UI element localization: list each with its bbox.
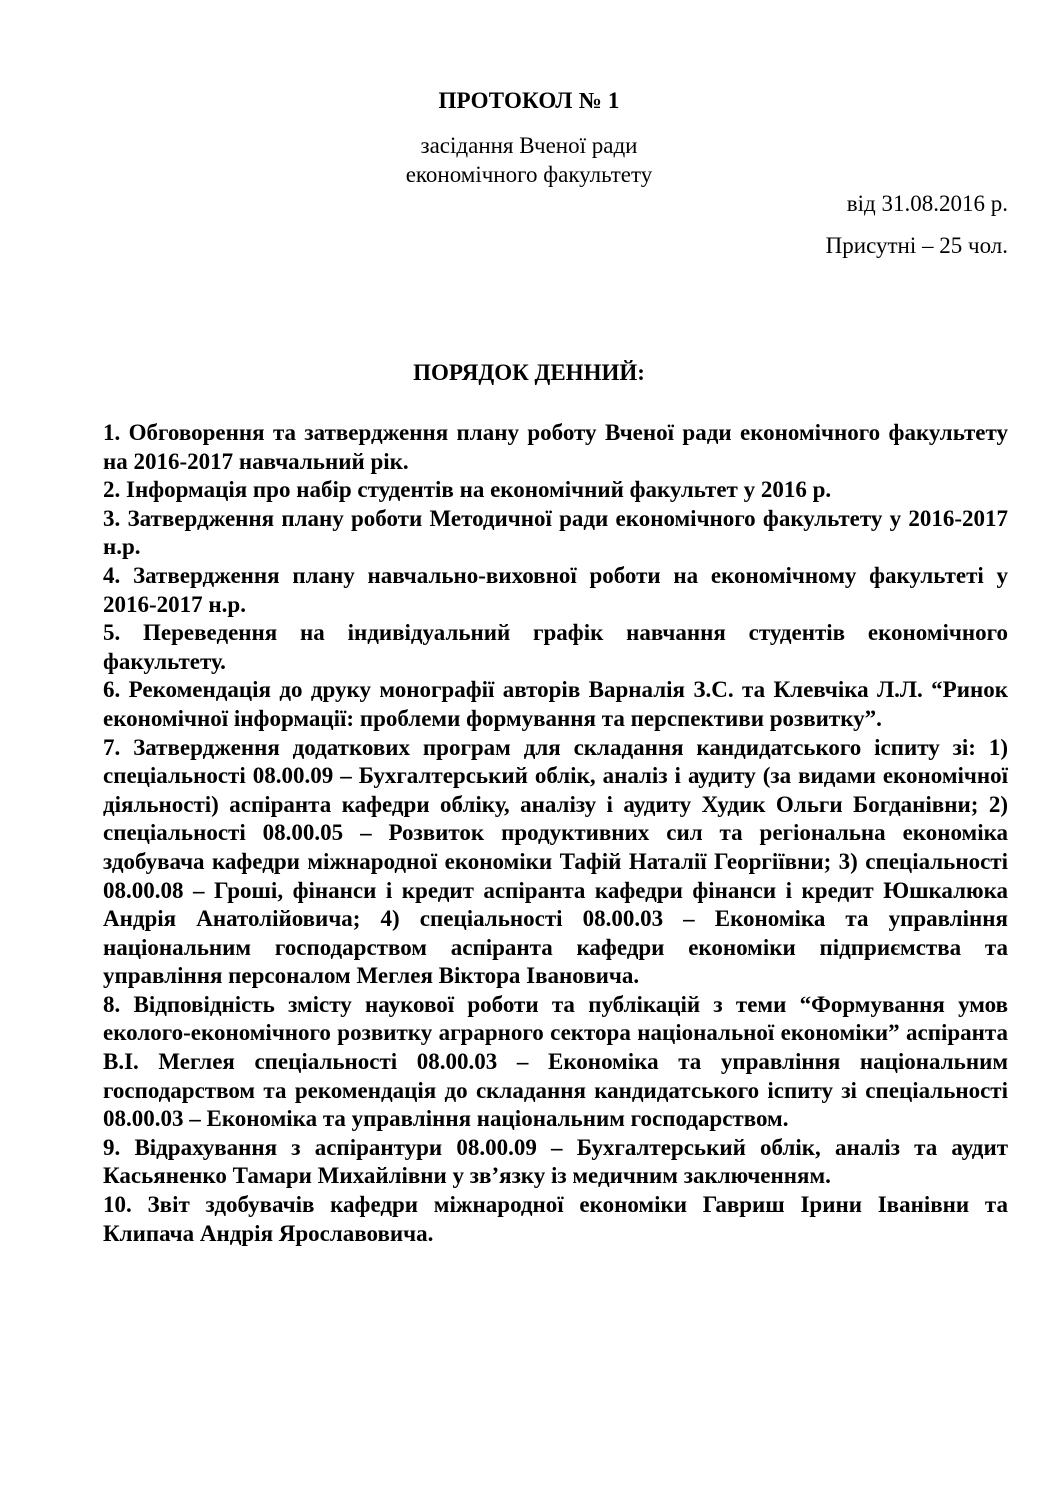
protocol-title: ПРОТОКОЛ № 1 [438,88,620,113]
agenda-item-2: 2. Інформація про набір студентів на економічний факультет у 2016 р. [103,477,832,503]
attendance-count: Присутні – 25 чол. [825,233,1008,258]
meeting-subtitle-line1: засідання Вченої ради [420,133,638,158]
agenda-item-1: 1. Обговорення та затвердження плану роботу Вченої ради економічного факультету на 2016-2017 навчальний рік. [103,420,1008,474]
agenda-item-5: 5. Переведення на індивідуальний графік навчання студентів економічного факультету. [103,620,1008,674]
agenda-item-10: 10. Звіт здобувачів кафедри міжнародної економіки Гавриш Ірини Іванівни та Клипача Андрія Ярославовича. [103,1192,1008,1246]
agenda-item-7: 7. Затвердження додаткових програм для складання кандидатського іспиту зі: 1) спеціальності 08.00.09 – Бухгалтерський облік, аналіз і аудиту (за видами економічної діяльності) аспіранта кафедри обліку, аналізу і аудиту Худик Ольги Богданівни; 2) спеціальності 08.00.05 – Розвиток продуктивних сил та регіональна економіка здобувача кафедри міжнародної економіки Тафій Наталії Георгіївни; 3) спеціальності 08.00.08 – Гроші, фінанси і кредит аспіранта кафедри фінанси і кредит Юшкалюка Андрія Анатолійовича; 4) спеціальності 08.00.03 – Економіка та управління національним господарством аспіранта кафедри економіки підприємства та управління персоналом Меглея Віктора Івановича. [103,734,1008,989]
agenda-heading: ПОРЯДОК ДЕННИЙ: [413,360,645,385]
meeting-subtitle-line2: економічного факультету [405,162,653,187]
agenda-item-8: 8. Відповідність змісту наукової роботи та публікацій з теми “Формування умов еколого-економічного розвитку аграрного сектора національної економіки” аспіранта В.І. Меглея спеціальності 08.00.03 – Економіка та управління національним господарством та рекомендація до складання кандидатського іспиту зі спеціальності 08.00.03 – Економіка та управління національним господарством. [103,991,1008,1132]
agenda-item-3: 3. Затвердження плану роботи Методичної ради економічного факультету у 2016-2017 н.р. [103,505,1008,560]
agenda-item-4: 4. Затвердження плану навчально-виховної роботи на економічному факультеті у 2016-2017 н.р. [103,562,1008,617]
agenda-item-9: 9. Відрахування з аспірантури 08.00.09 – Бухгалтерський облік, аналіз та аудит Касьяненко Тамари Михайлівни у зв’язку із медичним заключенням. [103,1134,1008,1189]
agenda-item-6: 6. Рекомендація до друку монографії авторів Варналія З.С. та Клевчіка Л.Л. “Ринок економічної інформації: проблеми формування та перспективи розвитку”. [103,677,1008,731]
agenda-list [103,419,1008,1248]
meeting-date: від 31.08.2016 р. [846,191,1008,216]
